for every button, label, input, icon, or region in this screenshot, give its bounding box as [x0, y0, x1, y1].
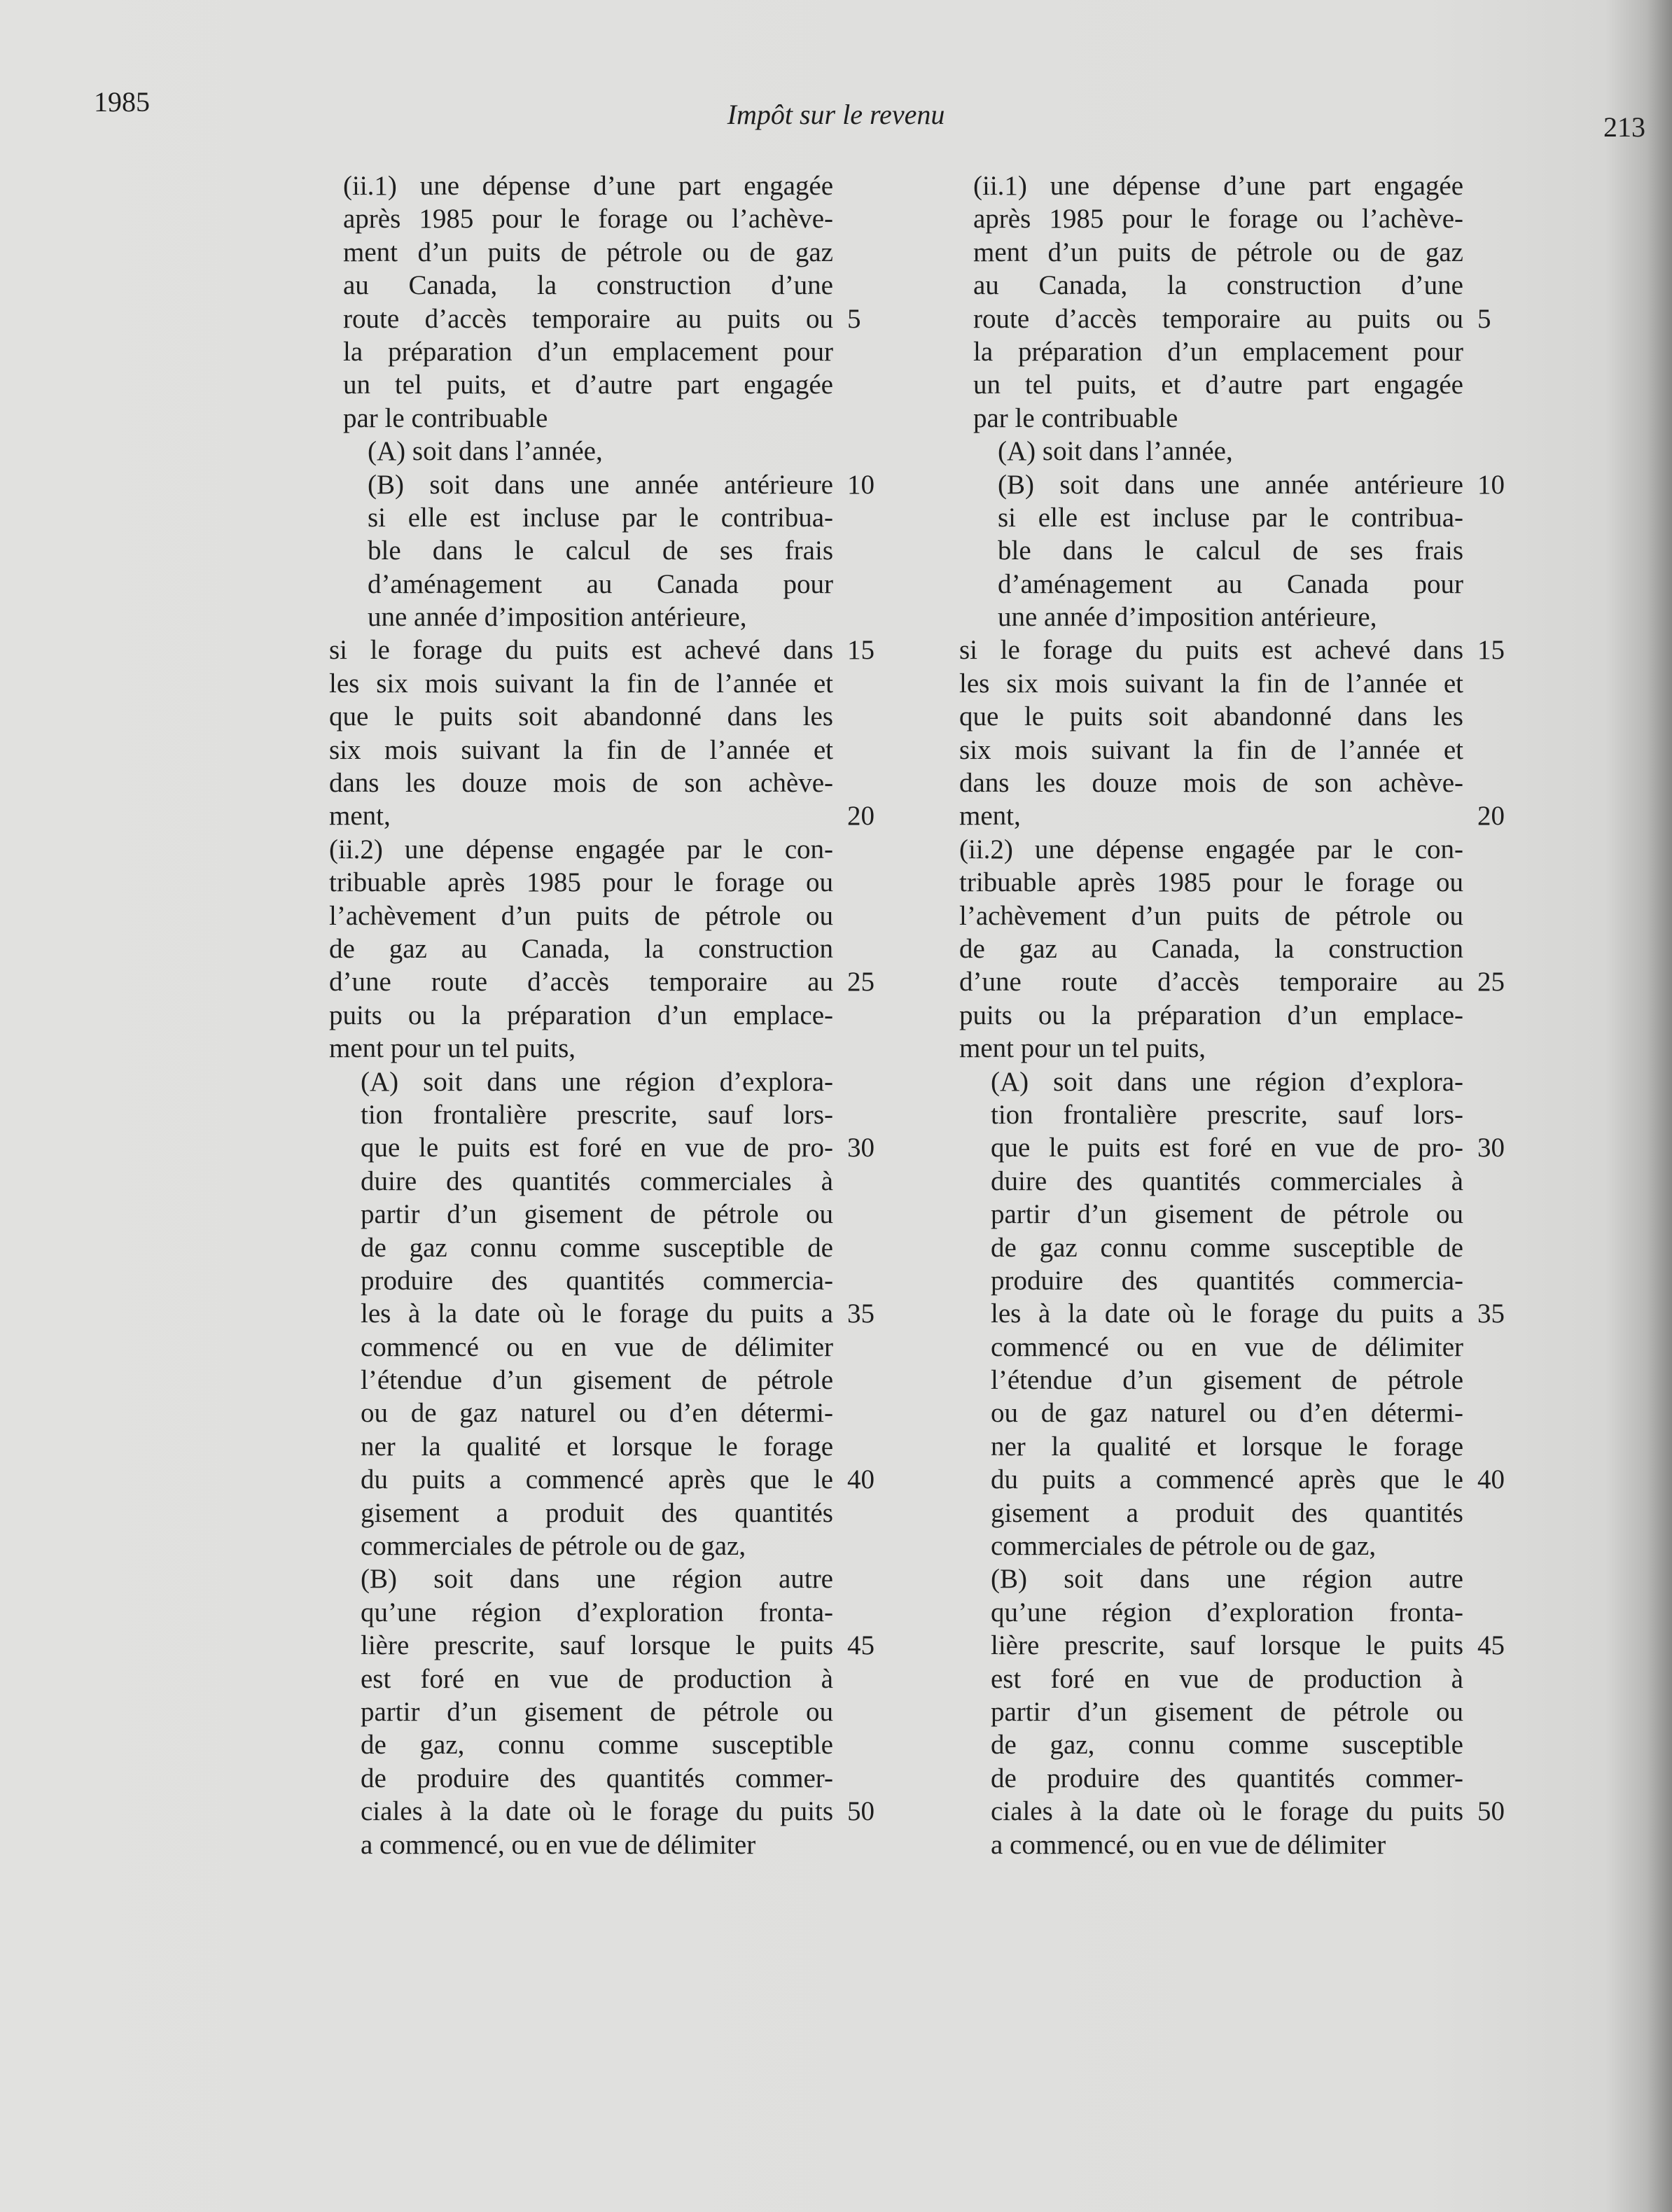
text-line	[329, 965, 1029, 998]
text-line	[959, 734, 1659, 766]
text-line-content: de produire des quantités commer-	[991, 1763, 1463, 1793]
text-line	[329, 1795, 1029, 1828]
text-line	[959, 1264, 1659, 1297]
line-number: 25	[847, 967, 875, 997]
text-line	[959, 302, 1659, 335]
text-line	[329, 435, 1029, 468]
text-line-content: (A) soit dans une région d’explora-	[361, 1066, 833, 1097]
text-line-content: tribuable après 1985 pour le forage ou	[959, 867, 1463, 898]
text-line	[959, 534, 1659, 567]
text-line	[959, 1662, 1659, 1695]
text-line	[959, 202, 1659, 235]
text-line	[329, 734, 1029, 766]
text-line-content: de gaz connu comme susceptible de	[991, 1232, 1463, 1263]
text-line-content: une année d’imposition antérieure,	[998, 602, 1377, 633]
text-line-content: d’une route d’accès temporaire au	[329, 967, 833, 997]
text-line	[959, 1795, 1659, 1828]
text-line	[959, 667, 1659, 700]
text-line	[959, 766, 1659, 799]
text-line	[959, 866, 1659, 899]
text-line	[959, 1695, 1659, 1728]
text-line-content: ment,	[959, 801, 1021, 832]
text-line-content: dans les douze mois de son achève-	[329, 768, 833, 799]
text-line-content: tribuable après 1985 pour le forage ou	[329, 867, 833, 898]
line-number: 5	[1477, 303, 1491, 334]
text-line	[329, 368, 1029, 401]
text-line	[959, 1430, 1659, 1463]
text-line-content: (B) soit dans une année antérieure	[998, 469, 1463, 500]
text-line	[329, 269, 1029, 302]
text-line-content: du puits a commencé après que le	[361, 1464, 833, 1495]
text-line	[329, 1596, 1029, 1629]
text-line-content: que le puits est foré en vue de pro-	[991, 1133, 1463, 1163]
text-line	[329, 866, 1029, 899]
text-line-content: si le forage du puits est achevé dans	[959, 635, 1463, 666]
text-line-content: ner la qualité et lorsque le forage	[361, 1431, 833, 1462]
text-line	[959, 799, 1659, 832]
text-column-right	[959, 169, 1659, 1861]
text-line-content: six mois suivant la fin de l’année et	[329, 734, 833, 765]
text-line-content: une année d’imposition antérieure,	[368, 602, 747, 633]
text-line-content: ment d’un puits de pétrole ou de gaz	[973, 237, 1463, 267]
text-line-content: la préparation d’un emplacement pour	[343, 336, 833, 367]
header-page-number: 213	[1603, 111, 1645, 143]
line-number: 50	[1477, 1796, 1505, 1827]
text-line-content: de produire des quantités commer-	[361, 1763, 833, 1793]
text-line	[959, 1762, 1659, 1795]
text-line	[959, 169, 1659, 202]
text-line	[959, 1497, 1659, 1530]
text-line-content: du puits a commencé après que le	[991, 1464, 1463, 1495]
line-number: 25	[1477, 967, 1505, 997]
text-line	[959, 1297, 1659, 1330]
text-line-content: (A) soit dans l’année,	[998, 436, 1233, 467]
text-line	[959, 899, 1659, 932]
text-line-content: de gaz au Canada, la construction	[959, 933, 1463, 964]
text-line	[329, 169, 1029, 202]
text-line	[329, 999, 1029, 1032]
text-line-content: a commencé, ou en vue de délimiter	[361, 1829, 756, 1860]
text-line-content: de gaz, connu comme susceptible	[361, 1730, 833, 1760]
text-line-content: par le contribuable	[973, 402, 1178, 433]
text-line	[329, 667, 1029, 700]
text-line	[329, 1662, 1029, 1695]
text-line-content: (B) soit dans une région autre	[361, 1564, 833, 1595]
text-line	[959, 1396, 1659, 1429]
text-column-left	[329, 169, 1029, 1861]
text-line	[959, 468, 1659, 501]
text-line-content: dans les douze mois de son achève-	[959, 768, 1463, 799]
text-line	[959, 1828, 1659, 1861]
text-line-content: duire des quantités commerciales à	[991, 1166, 1463, 1196]
text-line-content: (ii.2) une dépense engagée par le con-	[329, 834, 833, 864]
text-line-content: ciales à la date où le forage du puits	[991, 1796, 1463, 1827]
text-line-content: après 1985 pour le forage ou l’achève-	[973, 204, 1463, 234]
text-line-content: partir d’un gisement de pétrole ou	[991, 1696, 1463, 1727]
text-line	[329, 1264, 1029, 1297]
text-line-content: lière prescrite, sauf lorsque le puits	[361, 1630, 833, 1661]
text-line	[959, 1032, 1659, 1065]
line-number: 40	[1477, 1464, 1505, 1495]
text-line	[959, 501, 1659, 534]
text-line-content: de gaz, connu comme susceptible	[991, 1730, 1463, 1760]
text-line	[329, 202, 1029, 235]
text-line-content: que le puits soit abandonné dans les	[329, 701, 833, 732]
text-line-content: si elle est incluse par le contribua-	[998, 502, 1463, 533]
line-number: 10	[847, 469, 875, 500]
text-line	[329, 335, 1029, 368]
text-line	[329, 1098, 1029, 1131]
line-number: 40	[847, 1464, 875, 1495]
text-line	[329, 833, 1029, 866]
text-line	[959, 634, 1659, 666]
text-line-content: route d’accès temporaire au puits ou	[973, 303, 1463, 334]
text-line-content: au Canada, la construction d’une	[973, 270, 1463, 301]
text-line-content: au Canada, la construction d’une	[343, 270, 833, 301]
text-line	[329, 1695, 1029, 1728]
text-line-content: commerciales de pétrole ou de gaz,	[361, 1531, 746, 1562]
text-line	[959, 1098, 1659, 1131]
line-number: 45	[1477, 1630, 1505, 1661]
text-line-content: a commencé, ou en vue de délimiter	[991, 1829, 1386, 1860]
line-number: 35	[1477, 1298, 1505, 1329]
text-line	[329, 634, 1029, 666]
text-line-content: un tel puits, et d’autre part engagée	[973, 370, 1463, 400]
line-number: 50	[847, 1796, 875, 1827]
text-line	[959, 700, 1659, 733]
text-line	[329, 932, 1029, 965]
text-line-content: l’achèvement d’un puits de pétrole ou	[329, 900, 833, 931]
text-line	[959, 1364, 1659, 1396]
line-number: 10	[1477, 469, 1505, 500]
text-line-content: partir d’un gisement de pétrole ou	[361, 1199, 833, 1230]
text-line-content: que le puits est foré en vue de pro-	[361, 1133, 833, 1163]
text-line-content: de gaz connu comme susceptible de	[361, 1232, 833, 1263]
line-number: 30	[847, 1133, 875, 1163]
text-line-content: six mois suivant la fin de l’année et	[959, 734, 1463, 765]
text-line-content: d’aménagement au Canada pour	[998, 568, 1463, 599]
line-number: 15	[847, 635, 875, 666]
text-line	[959, 1596, 1659, 1629]
text-line-content: tion frontalière prescrite, sauf lors-	[361, 1099, 833, 1130]
text-line-content: les six mois suivant la fin de l’année et	[329, 668, 833, 699]
text-line-content: la préparation d’un emplacement pour	[973, 336, 1463, 367]
text-line	[959, 1131, 1659, 1164]
text-line	[959, 1231, 1659, 1264]
text-line-content: l’étendue d’un gisement de pétrole	[991, 1365, 1463, 1396]
text-line-content: après 1985 pour le forage ou l’achève-	[343, 204, 833, 234]
text-line-content: les six mois suivant la fin de l’année et	[959, 668, 1463, 699]
header-year: 1985	[94, 86, 150, 118]
text-line	[959, 601, 1659, 634]
text-line	[329, 1364, 1029, 1396]
text-line-content: duire des quantités commerciales à	[361, 1166, 833, 1196]
text-line-content: partir d’un gisement de pétrole ou	[991, 1199, 1463, 1230]
text-line-content: (B) soit dans une région autre	[991, 1564, 1463, 1595]
text-line-content: si le forage du puits est achevé dans	[329, 635, 833, 666]
line-number: 20	[1477, 801, 1505, 832]
text-line	[959, 1629, 1659, 1662]
text-line	[959, 368, 1659, 401]
text-line-content: est foré en vue de production à	[991, 1663, 1463, 1694]
text-line	[329, 1396, 1029, 1429]
text-line-content: ment pour un tel puits,	[329, 1033, 576, 1064]
line-number: 45	[847, 1630, 875, 1661]
text-line-content: (B) soit dans une année antérieure	[368, 469, 833, 500]
line-number: 30	[1477, 1133, 1505, 1163]
line-number: 35	[847, 1298, 875, 1329]
text-line	[329, 1430, 1029, 1463]
text-line	[959, 999, 1659, 1032]
text-line	[959, 1198, 1659, 1231]
text-line	[959, 1331, 1659, 1364]
text-line	[959, 1065, 1659, 1098]
text-line-content: qu’une région d’exploration fronta-	[991, 1597, 1463, 1628]
text-line	[329, 1562, 1029, 1595]
text-line	[329, 1198, 1029, 1231]
text-line-content: ou de gaz naturel ou d’en détermi-	[361, 1398, 833, 1429]
text-line	[329, 534, 1029, 567]
text-line	[329, 501, 1029, 534]
text-line-content: par le contribuable	[343, 402, 548, 433]
text-line	[329, 1828, 1029, 1861]
text-line	[959, 1562, 1659, 1595]
text-line-content: ment pour un tel puits,	[959, 1033, 1206, 1064]
text-line-content: commerciales de pétrole ou de gaz,	[991, 1531, 1377, 1562]
text-line-content: si elle est incluse par le contribua-	[368, 502, 833, 533]
text-line-content: (ii.1) une dépense d’une part engagée	[343, 171, 833, 201]
text-line-content: les à la date où le forage du puits a	[991, 1298, 1463, 1329]
text-line	[959, 1165, 1659, 1198]
header-title: Impôt sur le revenu	[727, 99, 945, 130]
text-line-content: ble dans le calcul de ses frais	[368, 536, 833, 566]
text-line-content: produire des quantités commercia-	[991, 1265, 1463, 1296]
text-line	[329, 302, 1029, 335]
text-line	[329, 1530, 1029, 1562]
text-line-content: ment d’un puits de pétrole ou de gaz	[343, 237, 833, 267]
text-line-content: commencé ou en vue de délimiter	[361, 1331, 833, 1362]
text-line-content: gisement a produit des quantités	[361, 1497, 833, 1528]
text-line	[329, 468, 1029, 501]
text-line	[959, 833, 1659, 866]
text-line	[329, 1065, 1029, 1098]
text-line-content: que le puits soit abandonné dans les	[959, 701, 1463, 732]
text-line-content: ou de gaz naturel ou d’en détermi-	[991, 1398, 1463, 1429]
text-line	[329, 1131, 1029, 1164]
text-line-content: partir d’un gisement de pétrole ou	[361, 1696, 833, 1727]
text-line-content: tion frontalière prescrite, sauf lors-	[991, 1099, 1463, 1130]
text-line	[329, 1629, 1029, 1662]
text-line	[329, 402, 1029, 435]
text-line	[329, 700, 1029, 733]
text-line	[329, 601, 1029, 634]
text-line-content: ner la qualité et lorsque le forage	[991, 1431, 1463, 1462]
text-line-content: (ii.2) une dépense engagée par le con-	[959, 834, 1463, 864]
text-line	[959, 435, 1659, 468]
text-line-content: route d’accès temporaire au puits ou	[343, 303, 833, 334]
text-line	[329, 236, 1029, 269]
text-line	[959, 932, 1659, 965]
text-line-content: puits ou la préparation d’un emplace-	[329, 1000, 833, 1030]
text-line-content: (ii.1) une dépense d’une part engagée	[973, 171, 1463, 201]
text-line	[959, 335, 1659, 368]
text-line	[959, 269, 1659, 302]
text-line-content: qu’une région d’exploration fronta-	[361, 1597, 833, 1628]
text-line-content: est foré en vue de production à	[361, 1663, 833, 1694]
text-line-content: ment,	[329, 801, 391, 832]
text-line	[959, 1530, 1659, 1562]
text-line-content: d’aménagement au Canada pour	[368, 568, 833, 599]
text-line-content: lière prescrite, sauf lorsque le puits	[991, 1630, 1463, 1661]
text-line	[329, 766, 1029, 799]
text-line-content: gisement a produit des quantités	[991, 1497, 1463, 1528]
text-line-content: les à la date où le forage du puits a	[361, 1298, 833, 1329]
text-line	[329, 568, 1029, 601]
line-number: 5	[847, 303, 861, 334]
text-line-content: ble dans le calcul de ses frais	[998, 536, 1463, 566]
text-line	[329, 1231, 1029, 1264]
text-line	[329, 1497, 1029, 1530]
text-line-content: l’étendue d’un gisement de pétrole	[361, 1365, 833, 1396]
text-line-content: l’achèvement d’un puits de pétrole ou	[959, 900, 1463, 931]
text-line	[329, 1463, 1029, 1496]
text-line	[959, 1728, 1659, 1761]
text-line	[329, 1032, 1029, 1065]
text-line-content: un tel puits, et d’autre part engagée	[343, 370, 833, 400]
text-line-content: commencé ou en vue de délimiter	[991, 1331, 1463, 1362]
text-line-content: (A) soit dans une région d’explora-	[991, 1066, 1463, 1097]
text-line-content: ciales à la date où le forage du puits	[361, 1796, 833, 1827]
text-line-content: (A) soit dans l’année,	[368, 436, 603, 467]
line-number: 20	[847, 801, 875, 832]
text-line	[329, 1762, 1029, 1795]
text-line-content: produire des quantités commercia-	[361, 1265, 833, 1296]
text-line	[329, 1297, 1029, 1330]
text-line-content: puits ou la préparation d’un emplace-	[959, 1000, 1463, 1030]
line-number: 15	[1477, 635, 1505, 666]
text-line	[959, 965, 1659, 998]
text-line-content: de gaz au Canada, la construction	[329, 933, 833, 964]
text-line	[329, 899, 1029, 932]
text-line	[959, 236, 1659, 269]
text-line	[959, 402, 1659, 435]
text-line-content: d’une route d’accès temporaire au	[959, 967, 1463, 997]
text-line	[329, 1165, 1029, 1198]
text-line	[329, 1331, 1029, 1364]
text-line	[329, 1728, 1029, 1761]
text-line	[329, 799, 1029, 832]
text-line	[959, 1463, 1659, 1496]
text-line	[959, 568, 1659, 601]
